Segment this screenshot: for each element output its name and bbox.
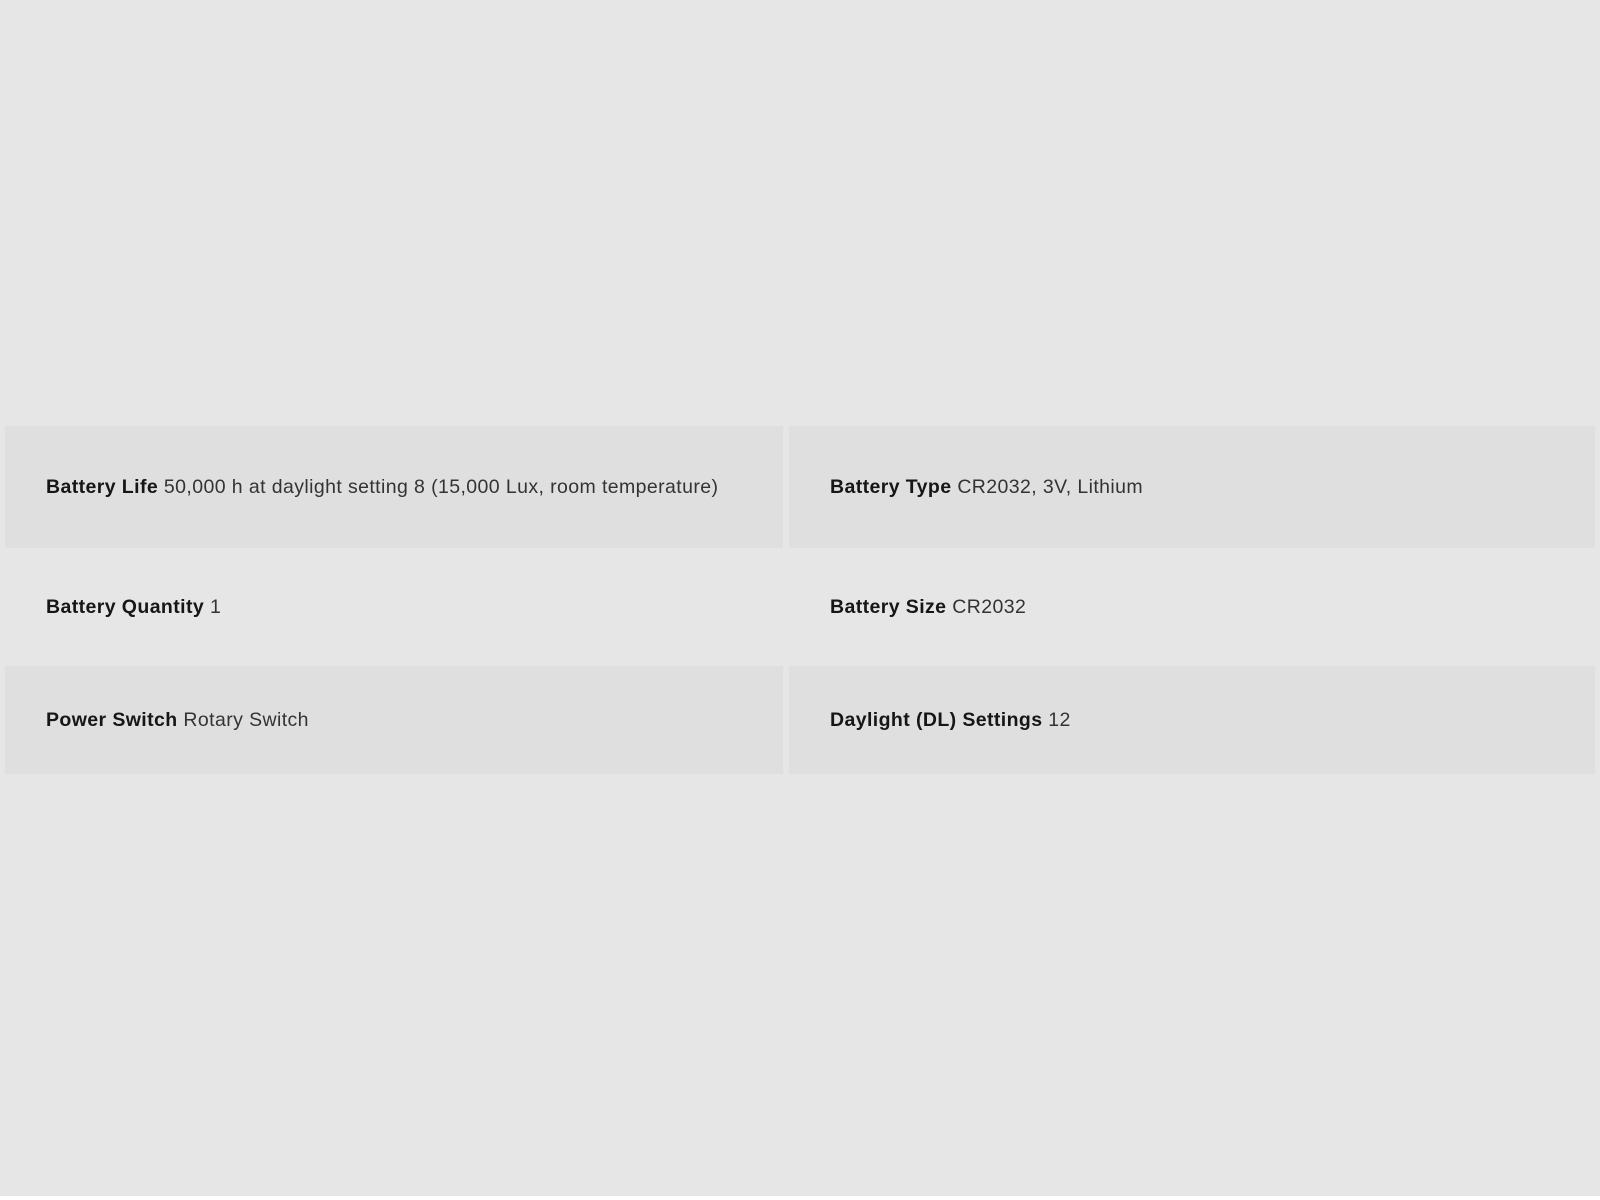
spec-daylight-settings bbox=[789, 666, 1595, 774]
spec-value: Rotary Switch bbox=[183, 709, 309, 731]
spec-value: CR2032, 3V, Lithium bbox=[957, 476, 1144, 498]
spec-value: CR2032 bbox=[952, 596, 1027, 618]
spec-battery-size bbox=[789, 553, 1595, 661]
spec-power-switch bbox=[5, 666, 783, 774]
spec-label: Battery Quantity bbox=[46, 596, 205, 618]
spec-battery-quantity bbox=[5, 553, 783, 661]
spec-battery-type bbox=[789, 426, 1595, 548]
spec-label: Power Switch bbox=[46, 709, 178, 731]
bottom-edge-strip bbox=[0, 1196, 1600, 1200]
spec-label: Battery Life bbox=[46, 476, 159, 498]
spec-value: 1 bbox=[209, 596, 222, 618]
spec-battery-life bbox=[5, 426, 783, 548]
spec-label: Battery Size bbox=[830, 596, 947, 618]
spec-value: 12 bbox=[1048, 709, 1071, 731]
spec-label: Daylight (DL) Settings bbox=[830, 709, 1043, 731]
spec-value: 50,000 h at daylight setting 8 (15,000 Lux, room temperature) bbox=[163, 476, 719, 498]
spec-label: Battery Type bbox=[830, 476, 952, 498]
specifications-table bbox=[5, 426, 1595, 774]
